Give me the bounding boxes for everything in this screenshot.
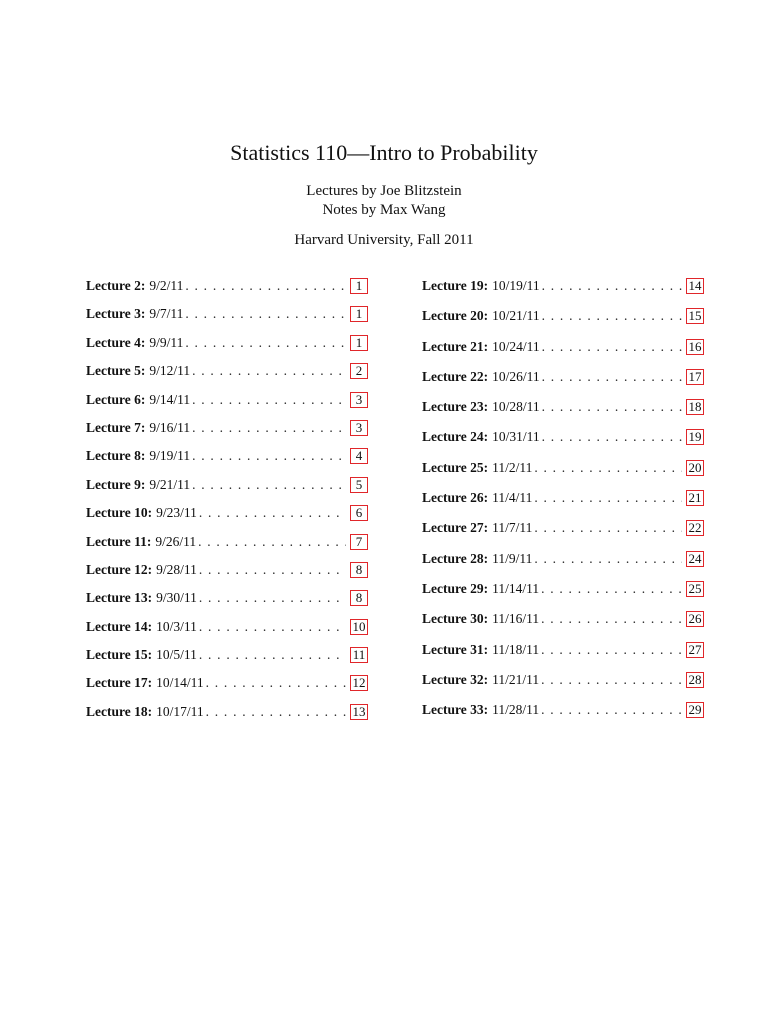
toc-entry[interactable] <box>86 278 368 300</box>
toc-entry-label: Lecture 26: <box>422 490 489 506</box>
toc-entry-date: 11/16/11 <box>492 611 540 627</box>
toc-entry-date: 10/14/11 <box>156 675 204 691</box>
toc-page-link[interactable]: 20 <box>686 460 704 476</box>
toc-dot-leader <box>542 429 682 445</box>
toc-entry-label: Lecture 14: <box>86 618 153 634</box>
toc-dot-leader <box>541 642 682 658</box>
toc-entry[interactable] <box>86 534 368 556</box>
toc-entry-date: 9/23/11 <box>156 505 197 521</box>
toc-entry[interactable] <box>86 392 368 414</box>
toc-page-link[interactable]: 28 <box>686 672 704 688</box>
toc-dot-leader <box>185 278 346 294</box>
toc-entry-date: 10/21/11 <box>492 308 540 324</box>
toc-dot-leader <box>192 392 346 408</box>
toc-page-link[interactable]: 1 <box>350 306 368 322</box>
toc-page-link[interactable]: 25 <box>686 581 704 597</box>
toc-page-link[interactable]: 1 <box>350 278 368 294</box>
toc-entry-label: Lecture 25: <box>422 459 489 475</box>
toc-dot-leader <box>206 704 346 720</box>
toc-entry-date: 9/7/11 <box>149 306 184 322</box>
toc-entry-label: Lecture 24: <box>422 429 489 445</box>
toc-entry-label: Lecture 30: <box>422 611 489 627</box>
toc-entry-date: 11/7/11 <box>492 520 533 536</box>
toc-entry[interactable] <box>86 306 368 328</box>
toc-entry[interactable] <box>422 672 704 694</box>
toc-page-link[interactable]: 8 <box>350 590 368 606</box>
document-title: Statistics 110—Intro to Probability <box>230 140 538 165</box>
toc-page-link[interactable]: 24 <box>686 551 704 567</box>
toc-entry-date: 11/28/11 <box>492 702 540 718</box>
toc-page-link[interactable]: 7 <box>350 534 368 550</box>
toc-dot-leader <box>199 505 346 521</box>
toc-entry-label: Lecture 8: <box>86 448 146 464</box>
toc-dot-leader <box>198 534 346 550</box>
toc-entry[interactable] <box>86 590 368 612</box>
toc-dot-leader <box>192 420 346 436</box>
toc-entry-date: 10/31/11 <box>492 429 540 445</box>
toc-entry-date: 10/26/11 <box>492 368 540 384</box>
toc-entry[interactable] <box>422 399 704 421</box>
toc-entry-date: 9/16/11 <box>149 419 191 435</box>
toc-entry[interactable] <box>422 702 704 724</box>
toc-page-link[interactable]: 26 <box>686 611 704 627</box>
toc-page-link[interactable]: 21 <box>686 490 704 506</box>
toc-dot-leader <box>185 306 346 322</box>
toc-entry[interactable] <box>86 505 368 527</box>
toc-entry-label: Lecture 19: <box>422 278 489 293</box>
toc-entry[interactable] <box>422 611 704 633</box>
toc-page-link[interactable]: 15 <box>686 308 704 324</box>
toc-dot-leader <box>199 619 346 635</box>
toc-page-link[interactable]: 1 <box>350 335 368 351</box>
toc-entry-date: 11/2/11 <box>492 459 533 475</box>
toc-entry-date: 10/24/11 <box>492 338 540 354</box>
toc-page-link[interactable]: 3 <box>350 420 368 436</box>
toc-dot-leader <box>192 448 346 464</box>
lecturer-line: Lectures by Joe Blitzstein <box>306 183 462 199</box>
toc-entry-date: 9/28/11 <box>156 561 197 577</box>
toc-dot-leader <box>542 399 682 415</box>
toc-entry-label: Lecture 10: <box>86 505 153 521</box>
toc-page-link[interactable]: 29 <box>686 702 704 718</box>
toc-entry-label: Lecture 23: <box>422 399 489 415</box>
toc-entry[interactable] <box>86 704 368 726</box>
toc-dot-leader <box>541 672 682 688</box>
toc-entry-label: Lecture 2: <box>86 278 146 293</box>
toc-dot-leader <box>542 278 682 294</box>
toc-dot-leader <box>199 647 346 663</box>
toc-entry-label: Lecture 6: <box>86 391 146 407</box>
toc-entry-date: 9/2/11 <box>149 278 184 293</box>
toc-entry[interactable] <box>86 363 368 385</box>
toc-entry[interactable] <box>422 339 704 361</box>
toc-page-link[interactable]: 13 <box>350 704 368 720</box>
toc-entry-date: 11/9/11 <box>492 550 533 566</box>
toc-page-link[interactable]: 14 <box>686 278 704 294</box>
toc-entry-date: 11/21/11 <box>492 671 540 687</box>
toc-entry[interactable] <box>86 647 368 669</box>
toc-entry-label: Lecture 9: <box>86 476 146 492</box>
toc-entry-date: 10/3/11 <box>156 618 197 634</box>
toc-entry-date: 11/18/11 <box>492 641 540 657</box>
toc-page-link[interactable]: 10 <box>350 619 368 635</box>
toc-entry[interactable] <box>422 520 704 542</box>
toc-entry[interactable] <box>422 460 704 482</box>
toc-page-link[interactable]: 12 <box>350 675 368 691</box>
toc-entry[interactable] <box>86 448 368 470</box>
toc-entry-date: 11/4/11 <box>492 490 533 506</box>
toc-entry[interactable] <box>86 477 368 499</box>
toc-entry[interactable] <box>422 490 704 512</box>
toc-entry[interactable] <box>422 308 704 330</box>
toc-entry[interactable] <box>422 551 704 573</box>
institution-line: Harvard University, Fall 2011 <box>294 232 474 248</box>
toc-entry-date: 9/14/11 <box>149 391 191 407</box>
toc-page-link[interactable]: 17 <box>686 369 704 385</box>
toc-page-link[interactable]: 18 <box>686 399 704 415</box>
toc-page-link[interactable]: 2 <box>350 363 368 379</box>
toc-page-link[interactable]: 27 <box>686 642 704 658</box>
toc-entry-label: Lecture 11: <box>86 533 152 549</box>
toc-entry-date: 9/12/11 <box>149 363 191 379</box>
toc-page-link[interactable]: 16 <box>686 339 704 355</box>
toc-page-link[interactable]: 5 <box>350 477 368 493</box>
toc-entry-date: 9/21/11 <box>149 476 191 492</box>
toc-dot-leader <box>199 562 346 578</box>
toc-entry-date: 10/19/11 <box>492 278 540 293</box>
toc-entry-label: Lecture 12: <box>86 561 153 577</box>
toc-dot-leader <box>542 369 682 385</box>
toc-entry-date: 9/26/11 <box>155 533 197 549</box>
toc-entry[interactable] <box>86 420 368 442</box>
toc-entry-label: Lecture 31: <box>422 641 489 657</box>
toc-dot-leader <box>534 490 682 506</box>
toc-entry-label: Lecture 4: <box>86 334 146 350</box>
toc-entry[interactable] <box>422 581 704 603</box>
toc-entry-label: Lecture 29: <box>422 580 489 596</box>
toc-entry[interactable] <box>86 562 368 584</box>
toc-entry-label: Lecture 27: <box>422 520 489 536</box>
toc-page-link[interactable]: 11 <box>350 647 368 663</box>
toc-page-link[interactable]: 6 <box>350 505 368 521</box>
toc-dot-leader <box>185 335 346 351</box>
toc-entry-label: Lecture 5: <box>86 363 146 379</box>
toc-entry-label: Lecture 13: <box>86 590 153 606</box>
toc-dot-leader <box>541 611 682 627</box>
toc-entry-label: Lecture 21: <box>422 338 489 354</box>
toc-dot-leader <box>541 581 682 597</box>
toc-entry[interactable] <box>86 619 368 641</box>
toc-entry-date: 9/9/11 <box>149 334 184 350</box>
toc-entry-label: Lecture 28: <box>422 550 489 566</box>
toc-entry-date: 11/14/11 <box>492 580 540 596</box>
toc-entry-label: Lecture 22: <box>422 368 489 384</box>
toc-dot-leader <box>542 339 682 355</box>
toc-entry[interactable] <box>86 335 368 357</box>
toc-page-link[interactable]: 22 <box>686 520 704 536</box>
toc-entry[interactable] <box>86 675 368 697</box>
toc-entry-label: Lecture 3: <box>86 306 146 322</box>
toc-entry-label: Lecture 7: <box>86 419 146 435</box>
toc-entry-date: 9/19/11 <box>149 448 191 464</box>
toc-page-link[interactable]: 3 <box>350 392 368 408</box>
toc-entry-label: Lecture 20: <box>422 308 489 324</box>
toc-entry[interactable] <box>422 642 704 664</box>
toc-dot-leader <box>541 702 682 718</box>
toc-entry-label: Lecture 17: <box>86 675 153 691</box>
notes-author-line: Notes by Max Wang <box>322 202 446 218</box>
toc-dot-leader <box>192 363 346 379</box>
toc-entry-date: 9/30/11 <box>156 590 197 606</box>
toc-entry[interactable] <box>422 369 704 391</box>
toc-dot-leader <box>534 460 682 476</box>
toc-page-link[interactable]: 8 <box>350 562 368 578</box>
toc-entry-label: Lecture 33: <box>422 702 489 718</box>
toc-entry-date: 10/5/11 <box>156 647 197 663</box>
toc-dot-leader <box>199 590 346 606</box>
toc-entry-label: Lecture 15: <box>86 647 153 663</box>
toc-dot-leader <box>192 477 346 493</box>
toc-entry-date: 10/17/11 <box>156 703 204 719</box>
toc-entry-date: 10/28/11 <box>492 399 540 415</box>
toc-dot-leader <box>542 308 682 324</box>
toc-entry[interactable] <box>422 278 704 300</box>
toc-dot-leader <box>534 520 682 536</box>
toc-page-link[interactable]: 4 <box>350 448 368 464</box>
toc-entry-label: Lecture 18: <box>86 703 153 719</box>
toc-dot-leader <box>534 551 682 567</box>
toc-right-column <box>422 278 704 732</box>
toc-entry[interactable] <box>422 429 704 451</box>
toc-page-link[interactable]: 19 <box>686 429 704 445</box>
toc-left-column <box>86 278 368 732</box>
toc-dot-leader <box>206 675 346 691</box>
toc-entry-label: Lecture 32: <box>422 671 489 687</box>
